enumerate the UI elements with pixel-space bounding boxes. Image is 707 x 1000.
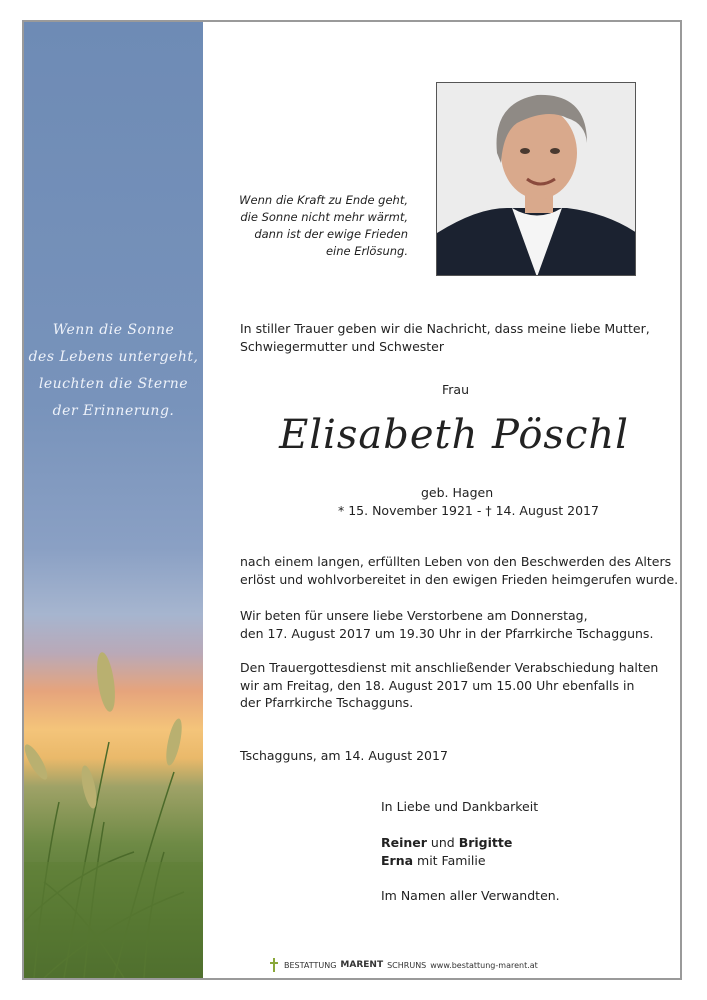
paragraph-line: erlöst und wohlvorbereitet in den ewigen Frieden heimgerufen wurde. bbox=[240, 571, 679, 587]
paragraph-life bbox=[240, 553, 678, 588]
paragraph-line: der Pfarrkirche Tschagguns. bbox=[240, 695, 414, 710]
verse-line: die Sonne nicht mehr wärmt, bbox=[240, 210, 408, 224]
cross-leaf-icon bbox=[268, 958, 280, 972]
place-date: Tschagguns, am 14. August 2017 bbox=[240, 748, 448, 763]
footer-town: SCHRUNS bbox=[387, 960, 427, 970]
side-quote bbox=[24, 317, 203, 425]
side-quote-line: Wenn die Sonne bbox=[52, 322, 175, 338]
paragraph-prayer bbox=[240, 607, 653, 642]
closing-greeting: In Liebe und Dankbarkeit bbox=[381, 799, 539, 814]
intro-text bbox=[240, 320, 650, 355]
side-panel-image bbox=[24, 22, 203, 978]
relatives-line: Im Namen aller Verwandten. bbox=[381, 888, 560, 903]
obituary-card bbox=[22, 20, 682, 980]
wheat-field-illustration bbox=[24, 622, 203, 978]
verse-line: eine Erlösung. bbox=[325, 244, 408, 258]
paragraph-line: Den Trauergottesdienst mit anschließender Verabschiedung halten bbox=[240, 660, 659, 675]
maiden-name: geb. Hagen bbox=[421, 485, 494, 500]
funeral-home-footer bbox=[268, 958, 538, 972]
portrait-photo bbox=[436, 82, 636, 276]
verse-line: dann ist der ewige Frieden bbox=[254, 227, 408, 241]
footer-prefix: BESTATTUNG bbox=[284, 960, 337, 970]
family-list bbox=[381, 834, 512, 869]
paragraph-line: Wir beten für unsere liebe Verstorbene am Donnerstag, bbox=[240, 608, 588, 623]
salutation: Frau bbox=[442, 382, 470, 397]
footer-website[interactable]: www.bestattung-marent.at bbox=[430, 960, 538, 970]
deceased-name: Elisabeth Pöschl bbox=[279, 412, 629, 458]
life-dates: * 15. November 1921 - † 14. August 2017 bbox=[338, 503, 599, 518]
verse bbox=[224, 192, 408, 260]
paragraph-line: den 17. August 2017 um 19.30 Uhr in der Pfarrkirche Tschagguns. bbox=[240, 625, 654, 641]
intro-line: In stiller Trauer geben wir die Nachricht, dass meine liebe Mutter, bbox=[240, 321, 650, 336]
family-line: Reiner und Brigitte bbox=[381, 835, 513, 850]
side-quote-line: leuchten die Sterne bbox=[38, 376, 189, 392]
verse-line: Wenn die Kraft zu Ende geht, bbox=[239, 193, 408, 207]
paragraph-line: nach einem langen, erfüllten Leben von den Beschwerden des Alters bbox=[240, 554, 672, 569]
side-quote-line: des Lebens untergeht, bbox=[28, 349, 199, 365]
footer-brand: MARENT bbox=[340, 960, 384, 970]
intro-line: Schwiegermutter und Schwester bbox=[240, 338, 445, 354]
side-quote-line: der Erinnerung. bbox=[52, 403, 175, 419]
family-line: Erna mit Familie bbox=[381, 852, 486, 868]
paragraph-funeral bbox=[240, 659, 658, 712]
paragraph-line: wir am Freitag, den 18. August 2017 um 15.00 Uhr ebenfalls in bbox=[240, 677, 635, 693]
